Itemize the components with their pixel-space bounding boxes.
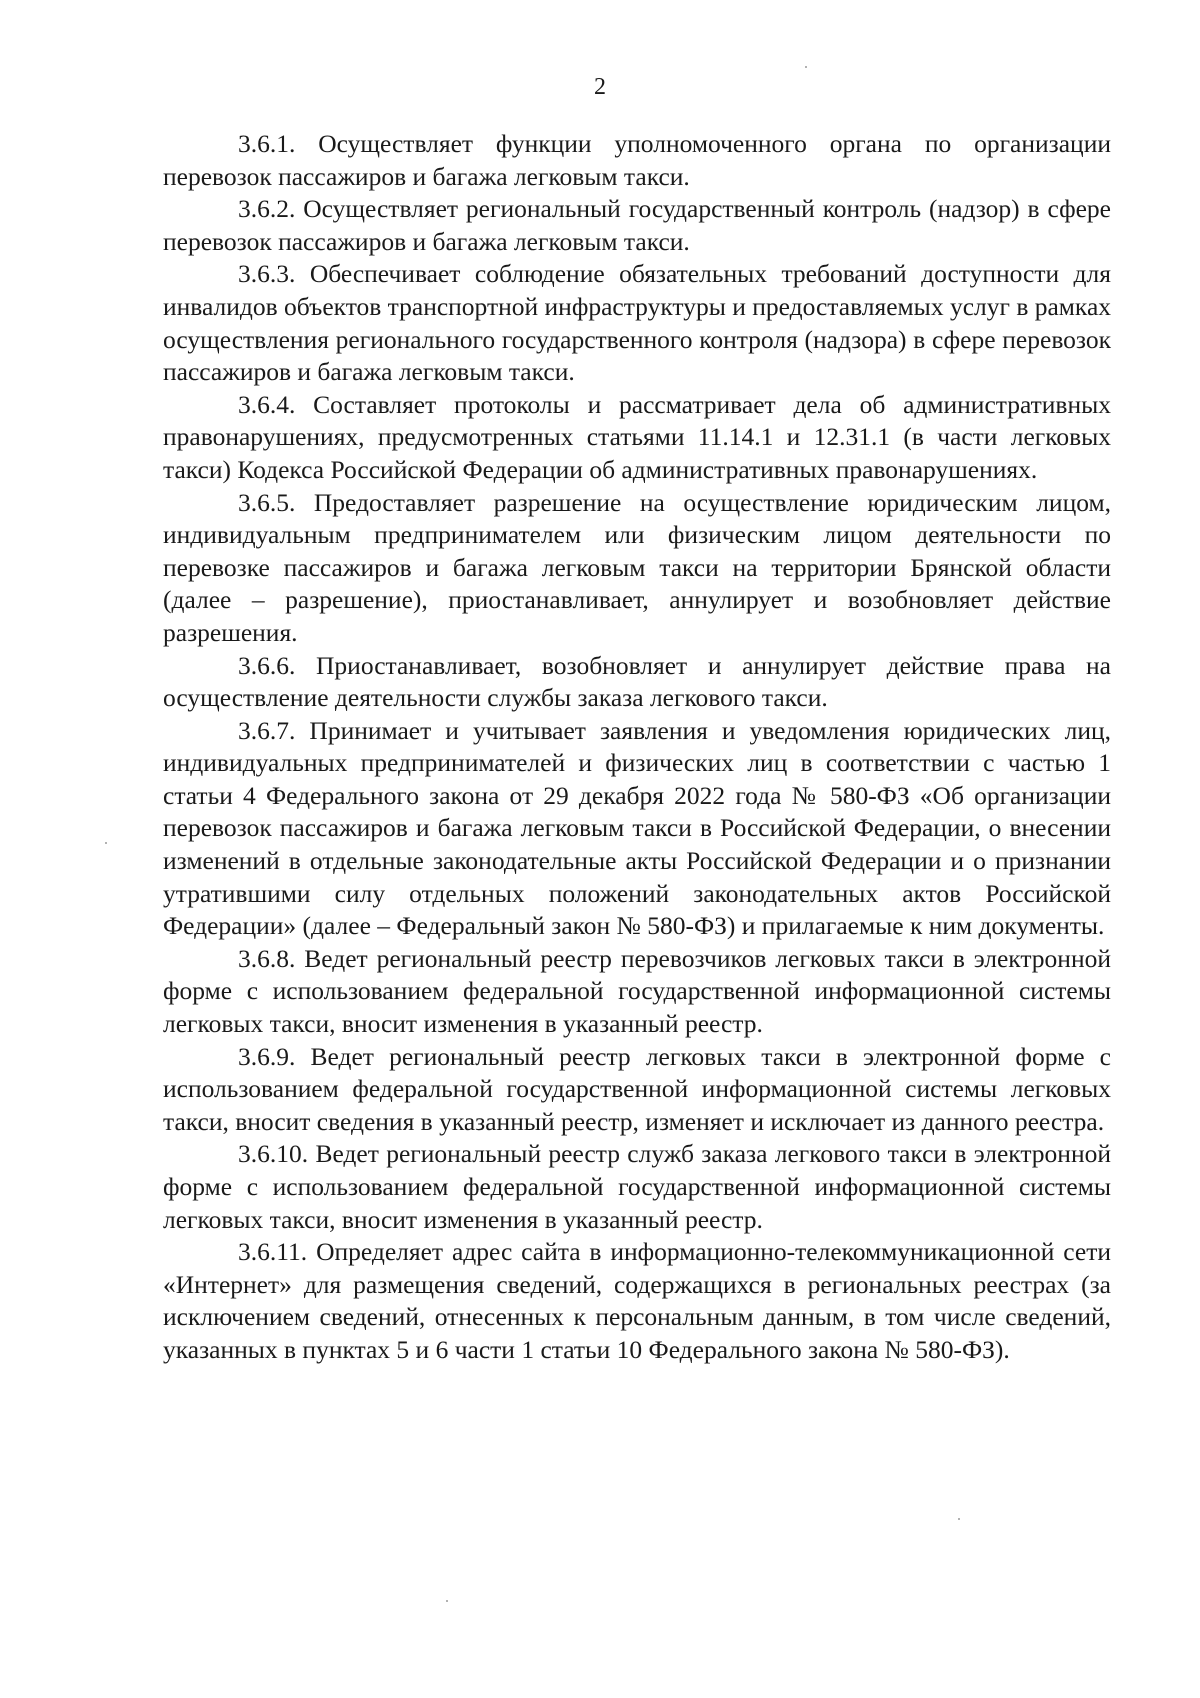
- paragraph-3-6-1: 3.6.1. Осуществляет функции уполномоченного органа по организации перевозок пассажиров и багажа легковым такси.: [163, 129, 1111, 191]
- paragraph-3-6-3: 3.6.3. Обеспечивает соблюдение обязательных требований доступности для инвалидов объектов транспортной инфраструктуры и предоставляемых услуг в рамках осуществления регионального государственного контроля (надзора) в сфере перевозок пассажиров и багажа легковым такси.: [163, 259, 1112, 387]
- paragraph-3-6-9: 3.6.9. Ведет региональный реестр легковых такси в электронной форме с использованием федеральной государственной информационной системы легковых такси, вносит сведения в указанный реестр, изменяет и исключает из данного реестра.: [163, 1041, 1111, 1136]
- paragraph-3-6-5: 3.6.5. Предоставляет разрешение на осуществление юридическим лицом, индивидуальным предпринимателем или физическим лицом деятельности по перевозке пассажиров и багажа легковым такси на территории Брянской области (далее – разрешение), приостанавливает, аннулирует и возобновляет действие разрешения.: [163, 487, 1111, 647]
- paragraph-3-6-8: 3.6.8. Ведет региональный реестр перевозчиков легковых такси в электронной форме с использованием федеральной государственной информационной системы легковых такси, вносит изменения в указанный реестр.: [163, 943, 1111, 1039]
- scan-speck: [958, 1518, 960, 1520]
- scan-speck: [446, 1600, 448, 1602]
- paragraph-3-6-10: 3.6.10. Ведет региональный реестр служб заказа легкового такси в электронной форме с использованием федеральной государственной информационной системы легковых такси, вносит изменения в указанный реестр.: [163, 1139, 1111, 1234]
- page-number: 2: [594, 74, 606, 100]
- paragraph-3-6-11: 3.6.11. Определяет адрес сайта в информационно-телекоммуникационной сети «Интернет» для размещения сведений, содержащихся в региональных реестрах (за исключением сведений, отнесенных к персональным данным, в том числе сведений, указанных в пунктах 5 и 6 части 1 статьи 10 Федерального закона № 580-ФЗ).: [163, 1237, 1111, 1364]
- scan-speck: [105, 842, 107, 844]
- scan-speck: [805, 66, 807, 68]
- paragraph-3-6-7: 3.6.7. Принимает и учитывает заявления и уведомления юридических лиц, индивидуальных предпринимателей и физических лиц в соответствии с частью 1 статьи 4 Федерального закона от 29 декабря 2022 года № 580-ФЗ «Об организации перевозок пассажиров и багажа легковым такси в Российской Федерации, о внесении изменений в отдельные законодательные акты Российской Федерации и о признании утратившими силу отдельных положений законодательных актов Российской Федерации» (далее – Федеральный закон № 580-ФЗ) и прилагаемые к ним документы.: [163, 715, 1111, 941]
- paragraph-3-6-4: 3.6.4. Составляет протоколы и рассматривает дела об административных правонарушениях, предусмотренных статьями 11.14.1 и 12.31.1 (в части легковых такси) Кодекса Российской Федерации об административных правонарушениях.: [163, 389, 1111, 484]
- paragraph-3-6-2: 3.6.2. Осуществляет региональный государственный контроль (надзор) в сфере перевозок пассажиров и багажа легковым такси.: [163, 194, 1111, 256]
- paragraph-3-6-6: 3.6.6. Приостанавливает, возобновляет и аннулирует действие права на осуществление деятельности службы заказа легкового такси.: [163, 650, 1111, 713]
- document-body: [163, 128, 1111, 1367]
